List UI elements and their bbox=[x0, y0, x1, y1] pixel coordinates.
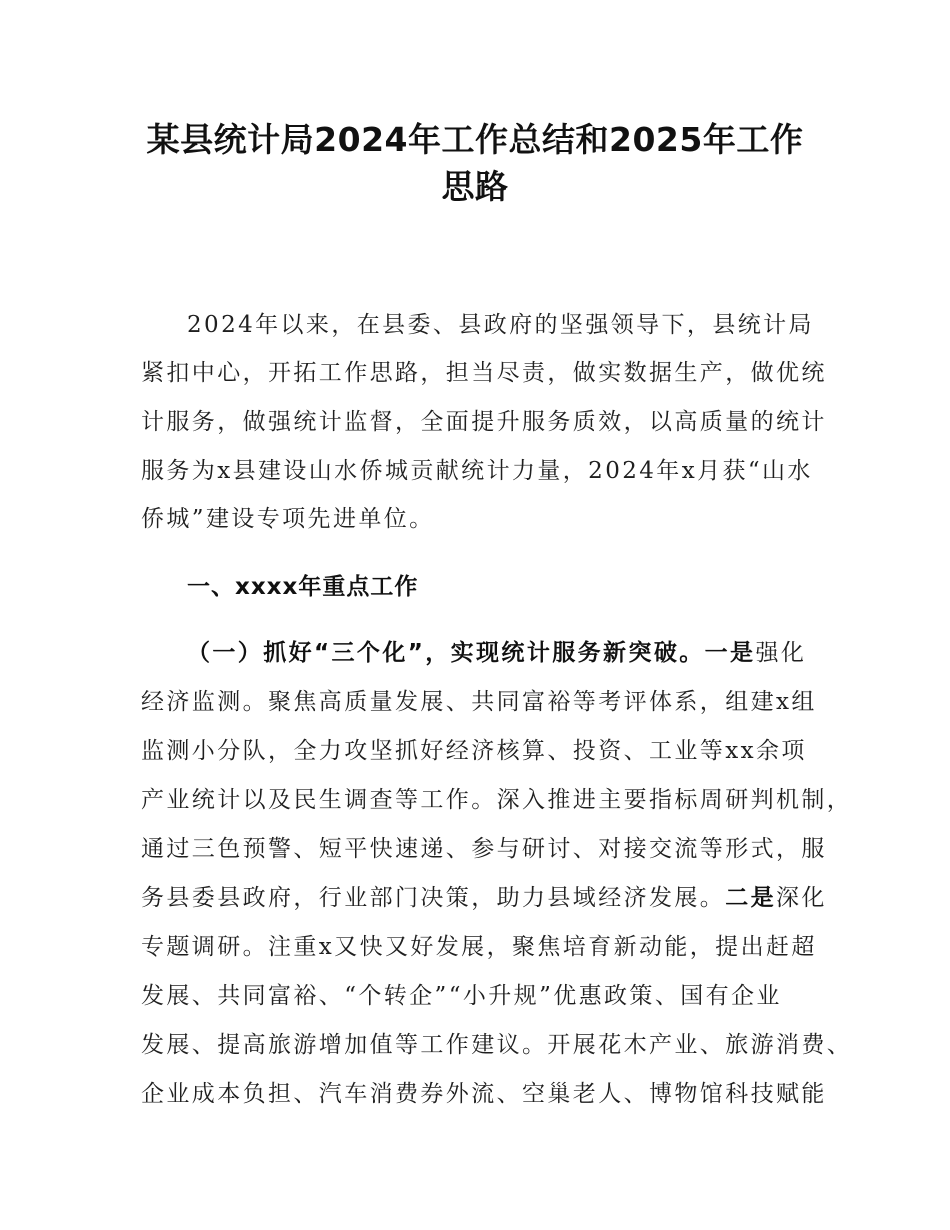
intro-line-3: 计服务，做强统计监督，全面提升服务质效，以高质量的统计 bbox=[141, 409, 827, 435]
body-line-5 bbox=[141, 882, 827, 914]
second-marker-text: 深化 bbox=[776, 885, 827, 911]
body-line-3: 产业统计以及民生调查等工作。深入推进主要指标周研判机制， bbox=[141, 787, 853, 813]
intro-line-1: 2024年以来，在县委、县政府的坚强领导下，县统计局 bbox=[187, 312, 814, 338]
document-title-line-2: 思路 bbox=[441, 167, 509, 206]
body-line-5-text: 务县委县政府，行业部门决策，助力县域经济发展。 bbox=[141, 885, 726, 911]
body-line-9: 企业成本负担、汽车消费券外流、空巢老人、博物馆科技赋能 bbox=[141, 1081, 827, 1107]
subsection-first-line bbox=[187, 637, 806, 669]
first-marker: 一是 bbox=[704, 640, 756, 666]
body-line-2: 监测小分队，全力攻坚抓好经济核算、投资、工业等xx余项 bbox=[141, 738, 807, 764]
document-title-line-1: 某县统计局2024年工作总结和2025年工作 bbox=[146, 120, 804, 159]
intro-line-2: 紧扣中心，开拓工作思路，担当尽责，做实数据生产，做优统 bbox=[141, 360, 827, 386]
body-line-7: 发展、共同富裕、“个转企”“小升规”优惠政策、国有企业 bbox=[141, 983, 782, 1009]
body-line-6: 专题调研。注重x又快又好发展，聚焦培育新动能，提出赶超 bbox=[141, 934, 817, 960]
body-line-1: 经济监测。聚焦高质量发展、共同富裕等考评体系，组建x组 bbox=[141, 689, 817, 715]
second-marker: 二是 bbox=[725, 885, 777, 911]
intro-line-4: 服务为x县建设山水侨城贡献统计力量，2024年x月获“山水 bbox=[141, 458, 813, 484]
intro-line-5: 侨城”建设专项先进单位。 bbox=[141, 506, 435, 532]
subsection-heading: （一）抓好“三个化”，实现统计服务新突破。 bbox=[187, 640, 705, 666]
section-heading-1: 一、xxxx年重点工作 bbox=[187, 574, 419, 600]
body-line-4: 通过三色预警、短平快速递、参与研讨、对接交流等形式，服 bbox=[141, 836, 827, 862]
body-line-8: 发展、提高旅游增加值等工作建议。开展花木产业、旅游消费、 bbox=[141, 1032, 853, 1058]
first-marker-text: 强化 bbox=[755, 640, 807, 666]
